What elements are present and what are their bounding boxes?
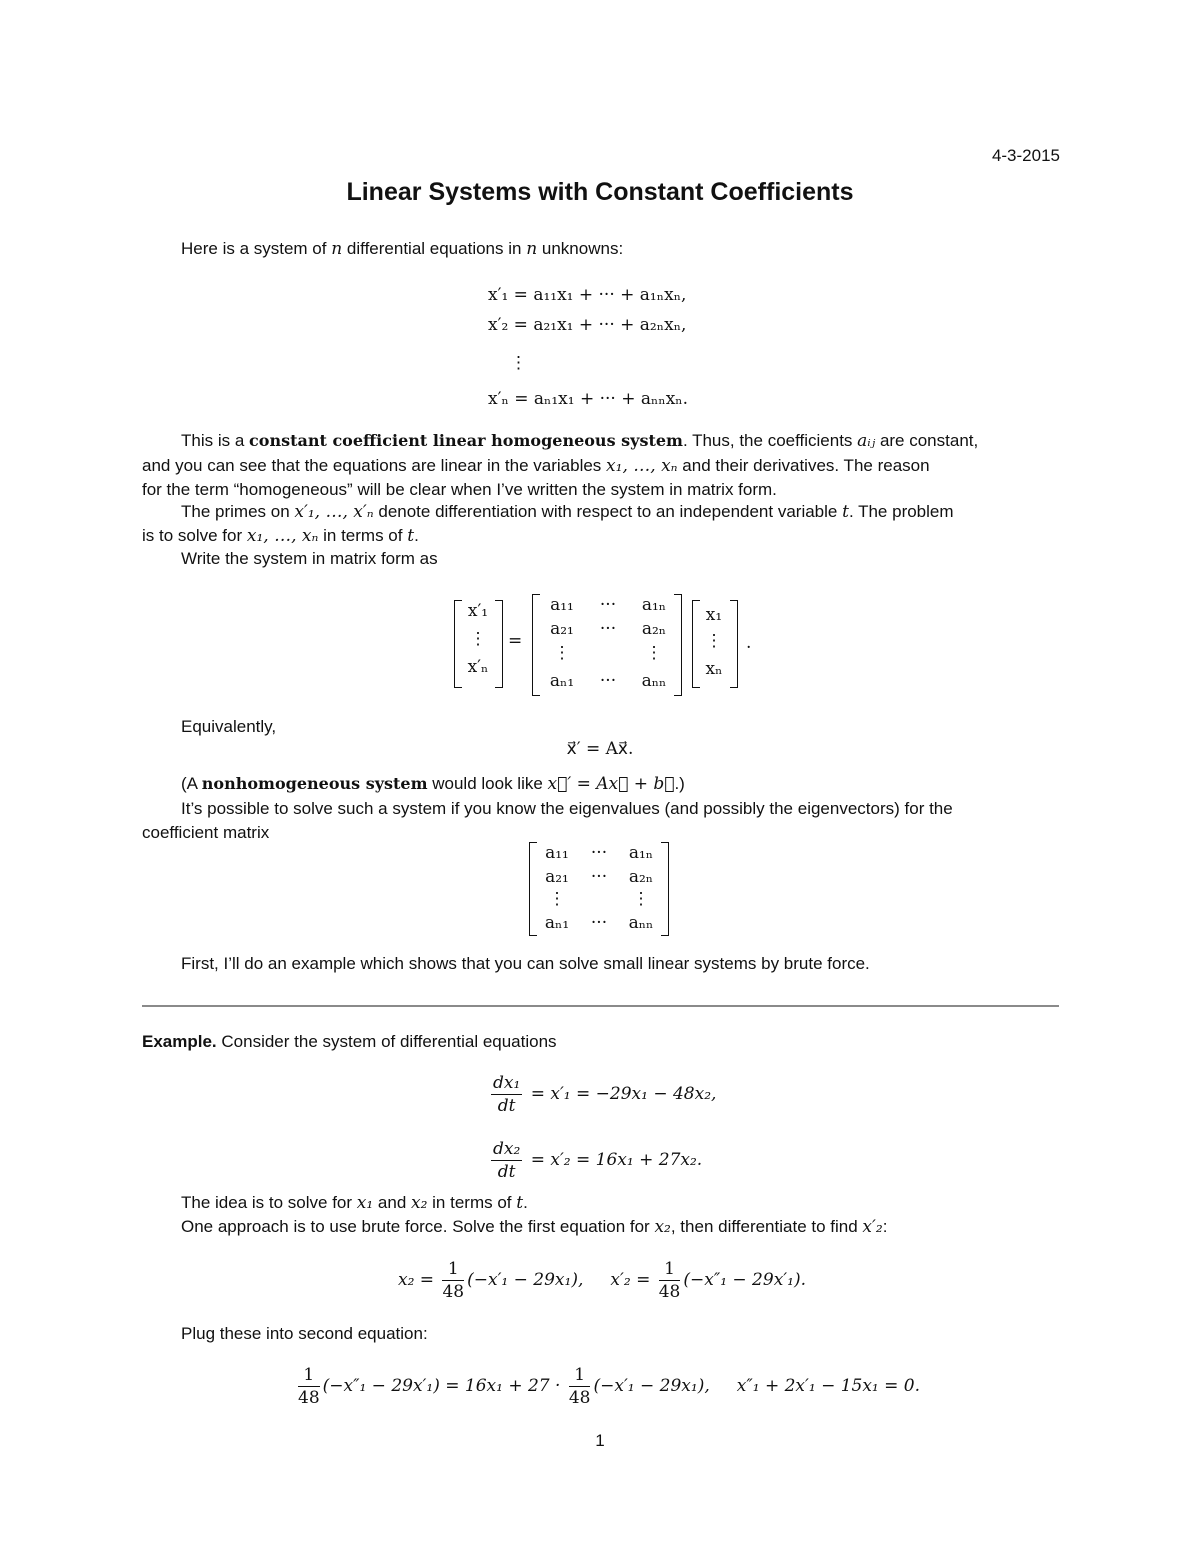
example-equation-2 bbox=[488, 1138, 702, 1183]
para3-text-2: denote differentiation with respect to an independent variable bbox=[378, 502, 838, 521]
example-text: Consider the system of differential equations bbox=[221, 1032, 557, 1051]
example-var-x2: x₂ bbox=[411, 1193, 428, 1213]
bracket-right bbox=[730, 600, 738, 688]
example-text-1: The idea is to solve for bbox=[181, 1193, 353, 1212]
equation-lhs-2: x′₂ = bbox=[610, 1270, 651, 1290]
equation-part-a: (−x″₁ − 29x′₁) = 16x₁ + 27 · bbox=[322, 1376, 561, 1396]
matrix-body bbox=[537, 842, 667, 934]
equation-rhs-2: (−x″₁ − 29x′₁). bbox=[683, 1270, 806, 1290]
matrix-cell: a₁ₙ bbox=[628, 843, 654, 863]
fraction-dx2-dt bbox=[491, 1138, 522, 1183]
matrix-cell: ⋮ bbox=[548, 889, 566, 909]
example-text-2: and bbox=[377, 1193, 407, 1212]
matrix-cell: aₙ₁ bbox=[544, 913, 570, 933]
para3-text-4: is to solve for bbox=[142, 526, 243, 545]
lhs-entry-1: x′₁ bbox=[467, 601, 489, 621]
matrix-cell: a₁₁ bbox=[545, 843, 569, 863]
bracket-left bbox=[532, 594, 540, 696]
fraction-one-48-c bbox=[298, 1364, 320, 1409]
para2-text-4: and you can see that the equations are linear in the variables bbox=[142, 456, 602, 475]
system-vdots: ⋮ bbox=[510, 353, 527, 373]
para6-equation: x⃗′ = Ax⃗ + b⃗ bbox=[547, 774, 675, 794]
example-var-t: t bbox=[516, 1193, 524, 1213]
bracket-right bbox=[661, 842, 669, 936]
page-number: 1 bbox=[595, 1431, 605, 1450]
fraction-denominator: 48 bbox=[442, 1282, 465, 1302]
matrix-cell: aₙₙ bbox=[641, 671, 667, 691]
matrix-cell: a₂₁ bbox=[545, 867, 569, 887]
intro-var-n: n bbox=[331, 239, 343, 259]
equation-lhs: x₂ = bbox=[398, 1270, 435, 1290]
fraction-denominator: dt bbox=[497, 1162, 516, 1182]
fraction-one-48-d bbox=[569, 1364, 591, 1409]
example-text-5: One approach is to use brute force. Solve the first equation for bbox=[181, 1217, 650, 1236]
system-eq-1: x′₁ = a₁₁x₁ + ··· + a₁ₙxₙ, bbox=[488, 285, 687, 305]
matrix-cell: a₂₁ bbox=[550, 619, 574, 639]
bracket-left bbox=[529, 842, 537, 936]
vector-equation: x⃗′ = Ax⃗. bbox=[566, 739, 634, 759]
para3-vars: x₁, …, xₙ bbox=[246, 526, 319, 546]
x-vdots: ⋮ bbox=[705, 631, 723, 651]
paragraph-eigenvalues-line-2: coefficient matrix bbox=[142, 823, 270, 842]
example-text-4: . bbox=[523, 1193, 528, 1212]
intro-text-3: unknowns: bbox=[541, 239, 624, 258]
para3-text-3: . The problem bbox=[848, 502, 954, 521]
matrix-cell: aₙₙ bbox=[628, 913, 654, 933]
period: . bbox=[746, 633, 752, 653]
para3-t-2: t bbox=[407, 526, 415, 546]
matrix-cell: ··· bbox=[599, 671, 617, 691]
para6-term: nonhomogeneous system bbox=[201, 774, 428, 793]
document-date: 4-3-2015 bbox=[991, 146, 1060, 165]
fraction-denominator: 48 bbox=[568, 1388, 591, 1408]
matrix-cell: ··· bbox=[590, 843, 608, 863]
example-intro bbox=[142, 1031, 557, 1053]
fraction-numerator: 1 bbox=[298, 1364, 320, 1387]
coefficient-matrix bbox=[525, 840, 675, 940]
section-divider bbox=[142, 1005, 1059, 1007]
example-paragraph-plug: Plug these into second equation: bbox=[181, 1324, 428, 1343]
para2-text-1: This is a bbox=[181, 431, 245, 450]
para3-text-5: in terms of bbox=[323, 526, 403, 545]
matrix-equation bbox=[450, 590, 760, 700]
para2-vars: x₁, …, xₙ bbox=[606, 456, 678, 476]
para6-text-1: (A bbox=[181, 774, 198, 793]
para2-text-2: . Thus, the coefficients bbox=[682, 431, 853, 450]
para6-text-2: would look like bbox=[432, 774, 543, 793]
para3-text-1: The primes on bbox=[181, 502, 290, 521]
fraction-denominator: 48 bbox=[298, 1388, 320, 1408]
fraction-one-48-b bbox=[659, 1258, 681, 1303]
matrix-cell: ··· bbox=[590, 867, 608, 887]
example-equation-3 bbox=[398, 1258, 806, 1303]
paragraph-line-2 bbox=[142, 455, 930, 477]
matrix-cell: a₂ₙ bbox=[641, 619, 667, 639]
paragraph-eigenvalues: It’s possible to solve such a system if you know the eigenvalues (and possibly the eigenvectors) for the bbox=[181, 799, 953, 818]
page-title: Linear Systems with Constant Coefficients bbox=[346, 178, 854, 206]
para2-term: constant coefficient linear homogeneous system bbox=[249, 431, 683, 450]
matrix-cell: a₁₁ bbox=[550, 595, 574, 615]
paragraph-line-3: for the term “homogeneous” will be clear when I’ve written the system in matrix form. bbox=[142, 480, 777, 499]
fraction-denominator: 48 bbox=[658, 1282, 681, 1302]
matrix-cell: ⋮ bbox=[632, 889, 650, 909]
x-entry-1: x₁ bbox=[705, 605, 723, 625]
bracket-right bbox=[495, 600, 503, 688]
matrix-cell: a₁ₙ bbox=[641, 595, 667, 615]
fraction-numerator: 1 bbox=[442, 1258, 464, 1281]
example-text-3: in terms of bbox=[432, 1193, 512, 1212]
matrix-cell: ⋮ bbox=[553, 643, 571, 663]
x-entry-n: xₙ bbox=[705, 659, 723, 679]
paragraph-equivalently: Equivalently, bbox=[181, 717, 277, 736]
equation-rhs: = x′₂ = 16x₁ + 27x₂. bbox=[530, 1150, 703, 1170]
paragraph-primes-line-2 bbox=[142, 525, 419, 547]
fraction-dx1-dt bbox=[491, 1072, 522, 1117]
example-text-7: : bbox=[882, 1217, 888, 1236]
paragraph-primes bbox=[181, 501, 954, 523]
system-eq-n: x′ₙ = aₙ₁x₁ + ··· + aₙₙxₙ. bbox=[488, 389, 689, 409]
paragraph-nonhomogeneous bbox=[181, 773, 685, 795]
matrix-cell: ··· bbox=[599, 595, 617, 615]
coefficient-matrix-a bbox=[540, 594, 680, 694]
lhs-vdots: ⋮ bbox=[469, 629, 487, 649]
example-equation-1 bbox=[488, 1072, 716, 1117]
system-eq-2: x′₂ = a₂₁x₁ + ··· + a₂ₙxₙ, bbox=[488, 315, 687, 335]
matrix-cell: ⋮ bbox=[645, 643, 663, 663]
bracket-right bbox=[674, 594, 682, 696]
example-label: Example. bbox=[142, 1032, 217, 1051]
fraction-numerator: dx₁ bbox=[493, 1073, 521, 1093]
matrix-cell: aₙ₁ bbox=[549, 671, 575, 691]
matrix-cell: ··· bbox=[599, 619, 617, 639]
matrix-cell: a₂ₙ bbox=[628, 867, 654, 887]
intro-var-n-2: n bbox=[526, 239, 538, 259]
example-var-x2-b: x₂ bbox=[654, 1217, 671, 1237]
example-paragraph-idea bbox=[181, 1192, 528, 1214]
paragraph-constant-coefficient bbox=[181, 430, 978, 452]
intro-text-2: differential equations in bbox=[346, 239, 522, 258]
example-paragraph-approach bbox=[181, 1216, 887, 1238]
example-var-x1: x₁ bbox=[356, 1193, 374, 1213]
fraction-one-48 bbox=[442, 1258, 464, 1303]
equation-part-c: x″₁ + 2x′₁ − 15x₁ = 0. bbox=[736, 1376, 921, 1396]
intro-text-1: Here is a system of bbox=[181, 239, 327, 258]
para2-text-3: are constant, bbox=[879, 431, 979, 450]
para3-t: t bbox=[842, 502, 849, 522]
paragraph-matrix-form: Write the system in matrix form as bbox=[181, 549, 438, 568]
example-equation-4 bbox=[295, 1364, 920, 1409]
equation-rhs: (−x′₁ − 29x₁), bbox=[467, 1270, 584, 1290]
fraction-numerator: 1 bbox=[569, 1364, 591, 1387]
example-text-6: , then differentiate to find bbox=[670, 1217, 858, 1236]
fraction-numerator: dx₂ bbox=[493, 1139, 521, 1159]
equation-part-b: (−x′₁ − 29x₁), bbox=[593, 1376, 710, 1396]
example-var-x2-prime: x′₂ bbox=[862, 1217, 883, 1237]
fraction-denominator: dt bbox=[497, 1096, 516, 1116]
para6-text-3: .) bbox=[674, 774, 685, 793]
fraction-numerator: 1 bbox=[659, 1258, 681, 1281]
paragraph-brute-force: First, I’ll do an example which shows that you can solve small linear systems by brute force. bbox=[181, 954, 870, 973]
para3-primes: x′₁, …, x′ₙ bbox=[294, 502, 374, 522]
para2-text-5: and their derivatives. The reason bbox=[682, 456, 930, 475]
para3-text-6: . bbox=[414, 526, 419, 545]
equals-sign: = bbox=[508, 631, 523, 651]
lhs-entry-n: x′ₙ bbox=[467, 657, 489, 677]
equation-rhs: = x′₁ = −29x₁ − 48x₂, bbox=[530, 1084, 717, 1104]
intro-paragraph bbox=[181, 238, 623, 260]
matrix-cell: ··· bbox=[590, 913, 608, 933]
para2-aij: aᵢⱼ bbox=[857, 431, 876, 451]
